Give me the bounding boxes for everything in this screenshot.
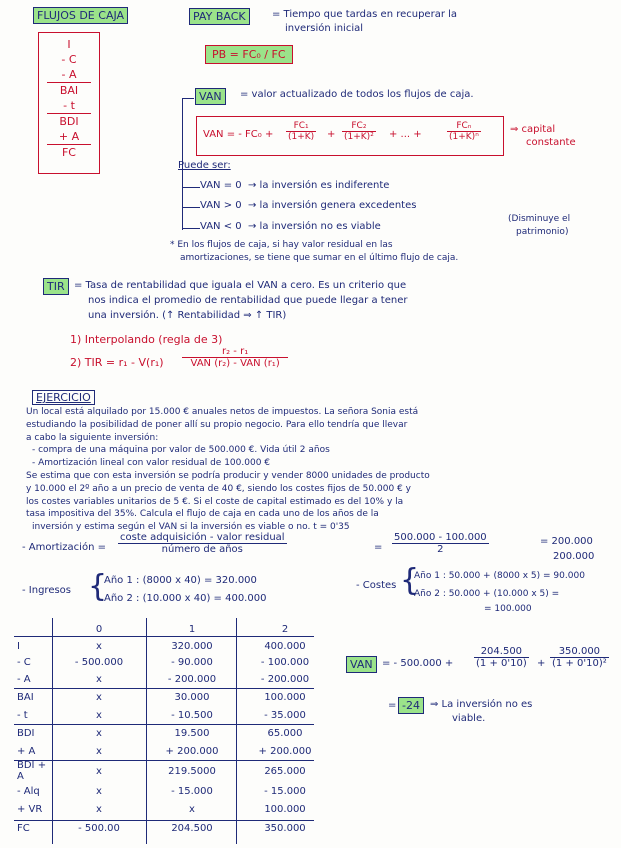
table-cell: x — [96, 727, 102, 739]
costes-year-1: Año 1 : 50.000 + (8000 x 5) = 90.000 — [414, 571, 585, 581]
table-cell: 320.000 — [171, 640, 213, 652]
flujos-item: FC — [61, 146, 76, 159]
amortizacion-result: = 200.000 — [540, 536, 593, 547]
row-label: BDI + A — [17, 760, 47, 782]
van-note: ⇒ capital — [510, 124, 556, 135]
flujos-item: - A — [47, 67, 91, 83]
puede-ser: Puede ser: — [178, 160, 231, 171]
table-row — [14, 654, 330, 670]
ellipsis: + ... + — [389, 129, 422, 140]
van-calc-lead: = - 500.000 + — [382, 658, 454, 669]
table-cell: x — [96, 691, 102, 703]
table-cell: 350.000 — [264, 822, 306, 834]
table-cell: x — [189, 803, 195, 815]
flujos-box — [38, 32, 100, 174]
table-cell: - 200.000 — [167, 673, 217, 685]
table-row — [14, 638, 330, 654]
ejercicio-label: EJERCICIO — [32, 390, 95, 405]
row-label: BDI — [17, 727, 35, 739]
flujos-item: - t — [47, 98, 91, 114]
van-term-1: $\frac{\text{FC₁}}{(1+K)}$ — [288, 121, 315, 142]
table-header: 0 — [95, 623, 103, 635]
table-cell: - 90.000 — [171, 656, 213, 668]
table-row — [14, 724, 330, 742]
van-note-2: constante — [526, 137, 576, 148]
van-footnote-2: amortizaciones, se tiene que sumar en el último flujo de caja. — [180, 253, 459, 263]
table-row — [14, 688, 330, 706]
van-calc-term-1: $\frac{204.500}{(1 + 0'10)}$ — [476, 646, 527, 669]
table-cell: 265.000 — [264, 765, 306, 777]
amortizacion-fraction-2: $\frac{500.000 - 100.000}{2}$ — [394, 532, 487, 555]
table-cell: 400.000 — [264, 640, 306, 652]
table-header: 1 — [188, 623, 196, 635]
table-row — [14, 760, 330, 782]
tir-definition-3: una inversión. (↑ Rentabilidad ⇒ ↑ TIR) — [88, 310, 287, 321]
amortizacion-label: - Amortización = — [22, 542, 106, 553]
row-label: - t — [17, 709, 28, 721]
van-label: VAN — [195, 88, 226, 105]
table-row — [14, 742, 330, 760]
table-cell: x — [96, 803, 102, 815]
table-cell: - 15.000 — [264, 785, 306, 797]
van-calc-result: -24 — [398, 697, 424, 714]
row-label: - Alq — [17, 785, 40, 797]
equals-sign: = — [388, 700, 397, 711]
table-cell: 30.000 — [174, 691, 210, 703]
van-case-eq: VAN = 0 → la inversión es indiferente — [200, 180, 390, 191]
flujos-item: - C — [61, 53, 77, 66]
van-case-extra-2: patrimonio) — [516, 227, 569, 237]
row-label: + A — [17, 745, 36, 757]
cash-flow-table — [14, 620, 330, 838]
payback-definition-2: inversión inicial — [285, 23, 363, 34]
table-cell: - 500.00 — [78, 822, 120, 834]
van-case-lt: VAN < 0 → la inversión no es viable — [200, 221, 381, 232]
tir-method-1: 1) Interpolando (regla de 3) — [70, 333, 223, 346]
tir-label: TIR — [43, 278, 69, 295]
amortizacion-fraction: $\frac{\text{coste adquisición - valor residual}}{\text{número de años}}$ — [120, 532, 285, 555]
table-row — [14, 818, 330, 838]
row-label: I — [17, 640, 20, 652]
ingresos-year-1: Año 1 : (8000 x 40) = 320.000 — [104, 575, 257, 586]
table-cell: - 35.000 — [264, 709, 306, 721]
tir-method-2: 2) TIR = r₁ - V(r₁) — [70, 356, 164, 369]
plus-sign: + — [537, 658, 546, 669]
table-row — [14, 706, 330, 724]
van-case-extra: (Disminuye el — [508, 214, 571, 224]
table-cell: - 100.000 — [260, 656, 310, 668]
flujos-item: + A — [47, 129, 91, 145]
ingresos-year-2: Año 2 : (10.000 x 40) = 400.000 — [104, 593, 267, 604]
costes-label: - Costes — [356, 580, 397, 591]
table-cell: - 10.500 — [171, 709, 213, 721]
table-cell: 219.5000 — [168, 765, 216, 777]
row-label: FC — [17, 822, 30, 834]
van-case-gt: VAN > 0 → la inversión genera excedentes — [200, 200, 417, 211]
table-cell: - 15.000 — [171, 785, 213, 797]
table-cell: 19.500 — [174, 727, 210, 739]
amortizacion-result-2: 200.000 — [553, 551, 595, 562]
van-footnote: * En los flujos de caja, si hay valor residual en las — [170, 240, 393, 250]
table-cell: x — [96, 673, 102, 685]
van-formula-box — [196, 116, 504, 156]
table-cell: + 200.000 — [165, 745, 219, 757]
table-cell: x — [96, 709, 102, 721]
van-term-2: $\frac{\text{FC₂}}{\text{(1+K)²}}$ — [344, 121, 374, 142]
table-cell: 100.000 — [264, 803, 306, 815]
equals-sign: = — [374, 542, 383, 553]
ejercicio-text: Un local está alquilado por 15.000 € anuales netos de impuestos. La señora Sonia está estudiando la posibilidad de poner allí su propio negocio. Para ello tendría que llevar a cabo la siguiente inversión: - compra de una máquina por valor de 500.000 €. Vida útil 2 años - Amortización lineal con valor residual de 100.000 € Se estima que con esta inversión se podría producir y vender 8000 unidades de producto y 10.000 el 2º año a un precio de venta de 40 €, siendo los costes fijos de 50.000 € y los costes variables unitarios de 5 €. Si el coste de capital estimado es del 10% y la tasa impositiva del 35%. Calcula el flujo de caja en cada uno de los años de la inversión y estima según el VAN si la inversión es viable o no. t = 0'35 — [26, 407, 430, 533]
van-calc-conclusion: ⇒ La inversión no es — [430, 699, 533, 710]
row-label: BAI — [17, 691, 34, 703]
van-calc-conclusion-2: viable. — [452, 713, 486, 724]
payback-label: PAY BACK — [189, 8, 250, 25]
table-cell: + 200.000 — [258, 745, 312, 757]
table-row — [14, 670, 330, 688]
table-cell: x — [96, 745, 102, 757]
table-row — [14, 782, 330, 800]
table-cell: 65.000 — [267, 727, 303, 739]
van-formula-lead: VAN = - FC₀ + — [203, 129, 274, 140]
table-cell: x — [96, 640, 102, 652]
flujos-title: FLUJOS DE CAJA — [33, 7, 128, 24]
table-row — [14, 800, 330, 818]
table-cell: - 500.000 — [74, 656, 124, 668]
row-label: - C — [17, 656, 31, 668]
tir-definition: = Tasa de rentabilidad que iguala el VAN a cero. Es un criterio que — [74, 280, 407, 291]
table-cell: - 200.000 — [260, 673, 310, 685]
table-cell: 100.000 — [264, 691, 306, 703]
payback-formula: PB = FC₀ / FC — [205, 45, 293, 64]
table-cell: x — [96, 785, 102, 797]
table-cell: x — [96, 765, 102, 777]
plus-sign: + — [327, 129, 336, 140]
flujos-item: I — [67, 38, 71, 51]
table-header: 2 — [281, 623, 289, 635]
costes-year-2: Año 2 : 50.000 + (10.000 x 5) = — [414, 589, 560, 599]
flujos-item: BDI — [59, 115, 79, 128]
flujos-item: BAI — [59, 84, 79, 97]
van-term-n: $\frac{\text{FCₙ}}{\text{(1+K)ⁿ}}$ — [449, 121, 479, 142]
ingresos-label: - Ingresos — [22, 585, 72, 596]
row-label: - A — [17, 673, 31, 685]
van-calc-term-2: $\frac{350.000}{\text{(1 + 0'10)²}}$ — [552, 646, 607, 669]
table-cell: 204.500 — [171, 822, 213, 834]
tir-definition-2: nos indica el promedio de rentabilidad que puede llegar a tener — [88, 295, 408, 306]
van-calc-label: VAN — [346, 656, 377, 673]
van-definition: = valor actualizado de todos los flujos de caja. — [240, 89, 474, 100]
costes-year-2-result: = 100.000 — [484, 604, 532, 614]
row-label: + VR — [17, 803, 43, 815]
tir-fraction: $\frac{\text{r₂ - r₁}}{\text{VAN (r₂) - VAN (r₁)}}$ — [182, 346, 288, 369]
payback-definition: = Tiempo que tardas en recuperar la — [272, 9, 458, 20]
